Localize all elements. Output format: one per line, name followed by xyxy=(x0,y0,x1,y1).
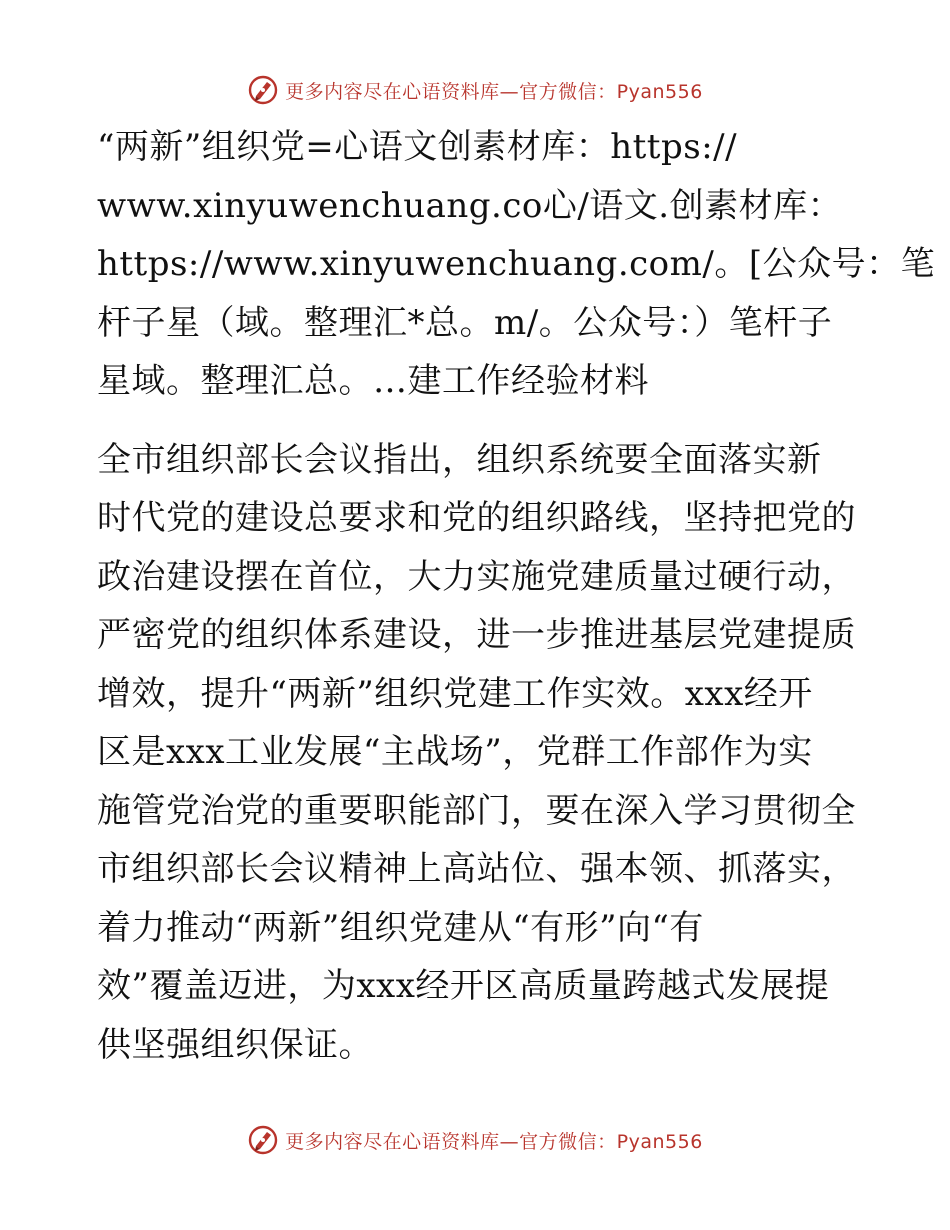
paragraph-line: 市组织部长会议精神上高站位、强本领、抓落实， xyxy=(97,849,856,889)
header-watermark-text: 更多内容尽在心语资料库—官方微信：Pyan556 xyxy=(285,80,703,103)
header-watermark-banner xyxy=(0,70,950,110)
title-line: www.xinyuwenchuang.co心/语文.创素材库： xyxy=(97,185,843,226)
body-paragraph xyxy=(97,431,857,1075)
paragraph-line: 效”覆盖迈进，为xxx经开区高质量跨越式发展提 xyxy=(97,966,830,1006)
title-line: https://www.xinyuwenchuang.com/。[公众号：笔 xyxy=(97,244,936,284)
paragraph-line: 区是xxx工业发展“主战场”，党群工作部作为实 xyxy=(97,732,813,772)
paragraph-line: 供坚强组织保证。 xyxy=(97,1024,373,1065)
brand-logo-icon xyxy=(247,74,279,106)
footer-watermark-banner xyxy=(0,1120,950,1160)
document-body xyxy=(97,118,936,1074)
paragraph-line: 严密党的组织体系建设，进一步推进基层党建提质 xyxy=(97,615,856,655)
paragraph-line: 时代党的建设总要求和党的组织路线，坚持把党的 xyxy=(97,498,856,538)
title-line: 杆子星（域。整理汇*总。m/。公众号：）笔杆子 xyxy=(97,302,833,343)
paragraph-line: 施管党治党的重要职能部门，要在深入学习贯彻全 xyxy=(97,790,856,831)
footer-watermark-text: 更多内容尽在心语资料库—官方微信：Pyan556 xyxy=(285,1130,703,1153)
title-line: “两新”组织党=心语文创素材库：https:// xyxy=(97,127,738,167)
paragraph-line: 全市组织部长会议指出，组织系统要全面落实新 xyxy=(97,439,822,480)
document-title xyxy=(97,118,936,411)
paragraph-line: 增效，提升“两新”组织党建工作实效。xxx经开 xyxy=(97,673,813,714)
brand-logo-icon xyxy=(247,1124,279,1156)
title-line: 星域。整理汇总。…建工作经验材料 xyxy=(97,361,649,401)
paragraph-line: 着力推动“两新”组织党建从“有形”向“有 xyxy=(97,907,704,948)
paragraph-line: 政治建设摆在首位，大力实施党建质量过硬行动， xyxy=(97,556,856,597)
